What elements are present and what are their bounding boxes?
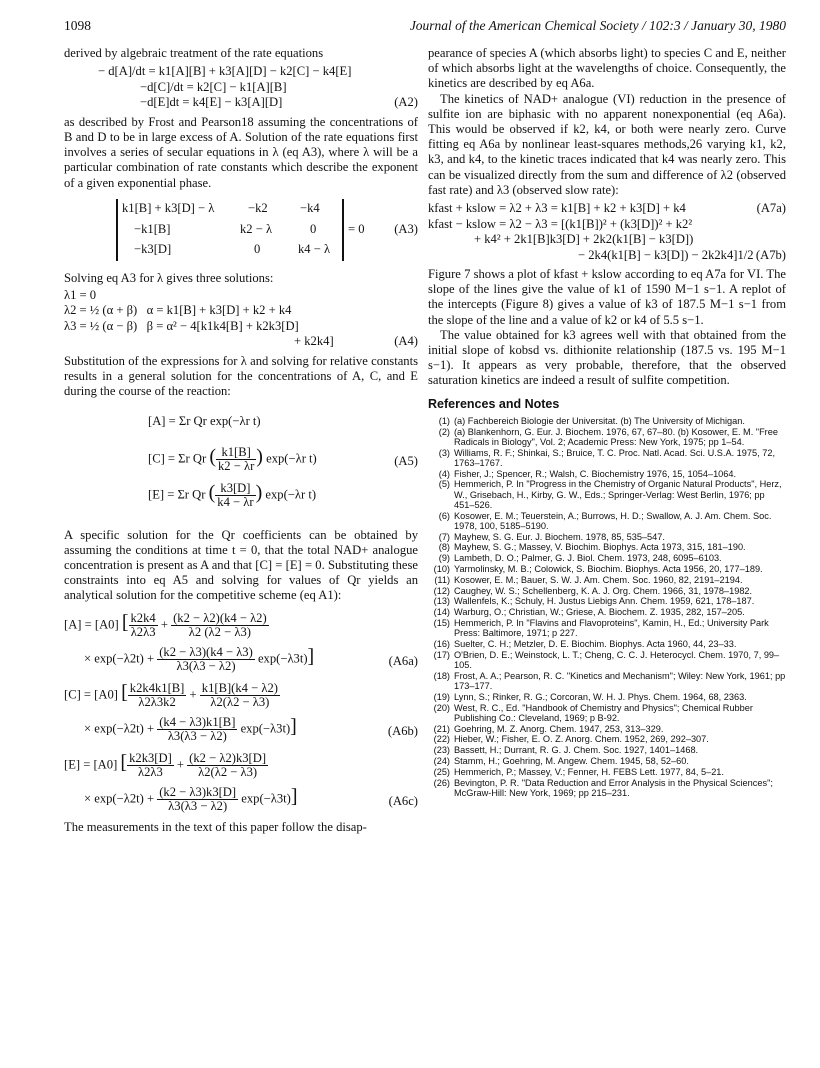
references-heading: References and Notes: [428, 396, 560, 411]
equation-a6a: [A] = [A0] [ $\frac{k2k4}{\lambda 2\lambda 3}$ + $\frac{(k2 - \lambda 2)(k4 - \lambda 2)}{\lambda 2 (\lambda 2 - \lambda 3)}$ × exp(−λ2t) + $\frac{(k2 - \lambda 3)(k4 - \lambda 3)}{\lambda 3(\lambda 3 - \lambda 2)}$ exp(−λ3t)] (A6a): [64, 610, 418, 673]
eq-a5-number: (A5): [394, 453, 418, 468]
eq-a2-line-1: − d[A]/dt = k1[A][B] + k3[A][D] − k2[C] − k4[E]: [98, 64, 352, 79]
eq-a6a-den-3: λ3(λ3 − λ2): [176, 658, 236, 673]
reference-item: [428, 756, 786, 766]
reference-item: [428, 448, 786, 468]
paragraph-final: The measurements in the text of this paper follow the disap-: [64, 819, 367, 834]
eq-a2-number: (A2): [394, 95, 418, 110]
reference-number: (21): [433, 723, 450, 734]
det-cell: 0: [310, 221, 317, 236]
eq-a6b-num-3: (k4 − λ3)k1[B]: [159, 714, 236, 729]
eq-a6c-num-2: (k2 − λ2)k3[D]: [189, 750, 267, 765]
eq-a7a: kfast + kslow = λ2 + λ3 = k1[B] + k2 + k3[D] + k4: [428, 201, 686, 216]
eq-a4-line: λ1 = 0: [64, 287, 97, 302]
reference-text: O'Brien, D. E.; Weinstock, L. T.; Cheng, C. C. J. Heterocycl. Chem. 1970, 7, 99–105.: [454, 649, 780, 671]
eq-a4-number: (A4): [394, 334, 418, 349]
reference-item: [428, 427, 786, 447]
paragraph-value: The value obtained for k3 agrees well with that obtained from the initial slope of kobsd vs. dithionite relationship (187.5 vs. 195 M−1 s−1). It appears as very probable, therefore, that the observed saturation kinetics are indeed a result of sulfite competition.: [428, 327, 786, 388]
reference-text: Kosower, E. M.; Teuerstein, A.; Burrows, H. D.; Swallow, A. J. Am. Chem. Soc. 1978, 100, 5185–5190.: [454, 510, 772, 531]
det-cell: k1[B] + k3[D] − λ: [122, 200, 215, 215]
reference-number: (2): [438, 426, 450, 437]
references-list: [428, 416, 786, 798]
eq-a4-line: + k2k4]: [294, 334, 334, 349]
eq-a5-A: [A] = Σr Qr exp(−λr t): [148, 413, 261, 428]
reference-item: [428, 586, 786, 596]
reference-number: (23): [433, 745, 450, 756]
determinant-right-bar: [342, 199, 344, 261]
paragraph-intro: derived by algebraic treatment of the rate equations: [64, 46, 324, 60]
reference-item: [428, 692, 786, 702]
reference-item: [428, 469, 786, 479]
reference-number: (8): [438, 542, 450, 553]
reference-number: (18): [433, 670, 450, 681]
right-column: [428, 46, 786, 799]
reference-number: (20): [433, 702, 450, 713]
equation-a7: [428, 201, 786, 263]
equation-a2: [64, 64, 418, 111]
reference-item: [428, 564, 786, 574]
eq-a5-C: [C] = Σr Qr ( $\frac{k1[B]}{k2 - \lambda r}$ ) exp(−λr t): [148, 444, 317, 473]
det-cell: 0: [254, 241, 261, 256]
reference-item: [428, 650, 786, 670]
eq-a6b-den-1: λ2λ3k2: [138, 694, 176, 709]
eq-a5-C-prefix: [C] = Σr Qr: [148, 450, 207, 465]
reference-text: Fisher, J.; Spencer, R.; Walsh, C. Biochemistry 1976, 15, 1054–1064.: [454, 468, 737, 479]
reference-item: [428, 416, 786, 426]
eq-a6b-den-2: λ2(λ2 − λ3): [210, 694, 270, 709]
reference-text: Hemmerich, P. In "Flavins and Flavoproteins", Kamin, H., Ed.; University Park Press: Baltimore, 1971; p 227.: [454, 618, 769, 639]
paragraph-figure-7: Figure 7 shows a plot of kfast + kslow according to eq A7a for VI. The slope of the lines give the value of k1 of 1590 M−1 s−1. A replot of the intercepts (Figure 8) gives a value of k3 of 187.5 M−1 s−1 from the slope of the line and a value of k2 or k4 of 5.5 s−1.: [428, 267, 786, 327]
eq-a6c-prefix: [E] = [A0]: [64, 756, 118, 771]
reference-text: Suelter, C. H.; Metzler, D. E. Biochim. Biophys. Acta 1960, 44, 23–33.: [454, 639, 737, 650]
eq-a6c-den-2: λ2(λ2 − λ3): [198, 764, 258, 779]
eq-a6a-line2-suffix: exp(−λ3t): [257, 650, 308, 665]
eq-a5-E: [E] = Σr Qr ( $\frac{k3[D]}{k4 - \lambda r}$ ) exp(−λr t): [148, 480, 317, 509]
reference-text: Wallenfels, K.; Schuly, H. Justus Liebigs Ann. Chem. 1959, 621, 178–187.: [454, 596, 755, 607]
det-cell: k2 − λ: [240, 221, 273, 236]
reference-item: [428, 553, 786, 563]
eq-a6a-prefix: [A] = [A0]: [64, 616, 119, 631]
eq-a6b-number: (A6b): [387, 723, 418, 738]
eq-a6c-line2-prefix: × exp(−λ2t) +: [84, 790, 155, 805]
reference-number: (7): [438, 531, 450, 542]
reference-item: [428, 596, 786, 606]
eq-a7b-line-3: − 2k4(k1[B] − k3[D]) − 2k2k4]1/2: [578, 247, 754, 262]
eq-a5-E-numerator: k3[D]: [215, 482, 255, 496]
reference-item: [428, 734, 786, 744]
eq-a6c-number: (A6c): [388, 793, 418, 808]
reference-text: Stamm, H.; Goehring, M. Angew. Chem. 1945, 58, 52–60.: [454, 756, 689, 767]
eq-a6a-den-1: λ2λ3: [130, 624, 156, 639]
reference-number: (17): [433, 649, 450, 660]
reference-item: [428, 511, 786, 531]
det-equals-zero: = 0: [348, 221, 365, 236]
reference-number: (14): [433, 607, 450, 618]
eq-a5-E-prefix: [E] = Σr Qr: [148, 486, 206, 501]
reference-item: [428, 532, 786, 542]
reference-number: (24): [433, 756, 450, 767]
eq-a4-line: λ2 = ½ (α + β) α = k1[B] + k3[D] + k2 + k4: [64, 303, 292, 318]
reference-number: (6): [438, 510, 450, 521]
reference-number: (25): [433, 766, 450, 777]
eq-a6b-num-2: k1[B](k4 − λ2): [201, 680, 278, 695]
reference-text: Goehring, M. Z. Anorg. Chem. 1947, 253, 313–329.: [454, 723, 664, 734]
eq-a2-line-2: −d[C]/dt = k2[C] − k1[A][B]: [140, 79, 287, 94]
paragraph-substitution: Substitution of the expressions for λ and solving for relative constants results in a general solution for the concentrations of A, C, and E during the course of the reaction:: [64, 353, 418, 399]
reference-text: Hieber, W.; Fisher, E. O. Z. Anorg. Chem. 1952, 269, 292–307.: [454, 734, 709, 745]
reference-text: Kosower, E. M.; Bauer, S. W. J. Am. Chem. Soc. 1960, 82, 2191–2194.: [454, 574, 743, 585]
paragraph-solving: Solving eq A3 for λ gives three solutions:: [64, 270, 274, 285]
equation-a6b: [C] = [A0] [ $\frac{k2k4k1[B]}{\lambda 2\lambda 3k2}$ + $\frac{k1[B](k4 - \lambda 2)}{\lambda 2(\lambda 2 - \lambda 3)}$ × exp(−λ2t) + $\frac{(k4 - \lambda 3)k1[B]}{\lambda 3(\lambda 3 - \lambda 2)}$ exp(−λ3t)] (A6b): [64, 680, 418, 743]
determinant-left-bar: [116, 199, 118, 261]
eq-a5-E-suffix: exp(−λr t): [265, 486, 317, 501]
reference-number: (19): [433, 691, 450, 702]
reference-number: (22): [433, 734, 450, 745]
reference-text: West, R. C., Ed. "Handbook of Chemistry and Physics"; Chemical Rubber Publishing Co.: Cleveland, 1969; p B-92.: [454, 702, 753, 723]
reference-item: [428, 703, 786, 723]
reference-number: (26): [433, 777, 450, 788]
eq-a7b-number: (A7b): [755, 247, 786, 262]
reference-text: (a) Blankenhorn, G. Eur. J. Biochem. 1976, 67, 67–80. (b) Kosower, E. M. "Free Radicals in Biology", Vol. 2; Academic Press: New York, 1975; pp 1–54.: [454, 426, 778, 447]
eq-a6a-line2-prefix: × exp(−λ2t) +: [84, 650, 155, 665]
det-cell: k4 − λ: [298, 241, 331, 256]
reference-item: [428, 542, 786, 552]
eq-a6b-den-3: λ3(λ3 − λ2): [167, 728, 227, 743]
eq-a7b-line-2: + k4² + 2k1[B]k3[D] + 2k2(k1[B] − k3[D]): [474, 232, 694, 247]
reference-number: (12): [433, 585, 450, 596]
reference-item: [428, 639, 786, 649]
eq-a6c-den-1: λ2λ3: [138, 764, 163, 779]
reference-number: (9): [438, 553, 450, 564]
equation-a4: [64, 288, 418, 350]
reference-item: [428, 479, 786, 510]
eq-a6b-line2-prefix: × exp(−λ2t) +: [84, 720, 155, 735]
eq-a6a-den-2: λ2 (λ2 − λ3): [188, 624, 251, 639]
eq-a7b-line-1: kfast − kslow = λ2 − λ3 = [(k1[B])² + (k3[D])² + k2²: [428, 216, 693, 231]
paragraph-kinetics: The kinetics of NAD+ analogue (VI) reduction in the presence of sulfite ion are biphasic with no apparent nonexponential (eq A6a). This would be observed if k2, k4, or both were nearly zero. Curve fitting eq A6a by nonlinear least-squares methods,26 varying k1, k2, k3, and k4, to the kinetic traces indicated that k4 was nearly zero. This can be visualized directly from the sum and difference of λ2 (observed fast rate) and λ3 (observed slow rate):: [428, 91, 786, 197]
reference-text: Hemmerich, P. In "Progress in the Chemistry of Organic Natural Products", Herz, W., Grisebach, H., Kirby, G. W., Eds.; Springer-Verlag: West Berlin, 1976; pp 451–526.: [454, 479, 782, 510]
eq-a6a-num-1: k2k4: [130, 610, 156, 625]
reference-item: [428, 745, 786, 755]
reference-item: [428, 724, 786, 734]
eq-a4-line: λ3 = ½ (α − β) β = α² − 4[k1k4[B] + k2k3[D]: [64, 318, 299, 333]
eq-a6b-num-1: k2k4k1[B]: [129, 680, 185, 695]
eq-a5-C-suffix: exp(−λr t): [266, 450, 317, 465]
reference-item: [428, 607, 786, 617]
reference-text: Williams, R. F.; Shinkai, S.; Bruice, T. C. Proc. Natl. Acad. Sci. U.S.A. 1975, 72, 1763–1767.: [454, 447, 775, 468]
eq-a6a-num-2: (k2 − λ2)(k4 − λ2): [173, 610, 267, 625]
det-cell: −k1[B]: [134, 221, 171, 236]
determinant-a3: [64, 199, 418, 261]
eq-a6c-num-1: k2k3[D]: [129, 750, 172, 765]
reference-number: (11): [434, 574, 450, 585]
reference-item: [428, 618, 786, 638]
eq-a5-E-denominator: k4 − λr: [217, 494, 254, 509]
reference-text: Mayhew, S. G.; Massey, V. Biochim. Biophys. Acta 1973, 315, 181–190.: [454, 542, 746, 553]
reference-number: (4): [438, 468, 450, 479]
eq-a6b-prefix: [C] = [A0]: [64, 686, 118, 701]
reference-text: Lynn, S.; Rinker, R. G.; Corcoran, W. H. J. Phys. Chem. 1964, 68, 2363.: [454, 691, 747, 702]
eq-a6c-line2-suffix: exp(−λ3t): [241, 790, 291, 805]
eq-a2-line-3: −d[E]dt = k4[E] − k3[A][D]: [140, 95, 283, 110]
reference-number: (1): [438, 415, 450, 426]
eq-a6a-number: (A6a): [388, 653, 418, 668]
paragraph-continuation: pearance of species A (which absorbs light) to species C and E, neither of which absorbs light at the wavelengths of choice. Consequently, the kinetics are described by eq A6a.: [428, 46, 786, 91]
reference-text: Warburg, O.; Christian, W.; Griese, A. Biochem. Z. 1935, 282, 157–205.: [454, 607, 745, 618]
eq-a6c-num-3: (k2 − λ3)k3[D]: [159, 784, 237, 799]
running-header: [64, 18, 786, 38]
reference-number: (15): [433, 618, 450, 629]
paragraph-specific-solution: A specific solution for the Qr coefficients can be obtained by assuming the conditions at time t = 0, that the total NAD+ analogue concentration is present as A and that [C] = [E] = 0. Substituting these constraints into eq A5 and solving for values of Qr yields an analytical solution for the competitive scheme (eq A1):: [64, 527, 418, 603]
page-number: 1098: [64, 18, 91, 33]
eq-a6c-den-3: λ3(λ3 − λ2): [168, 798, 228, 813]
det-cell: −k3[D]: [134, 241, 172, 256]
reference-text: Bassett, H.; Durrant, R. G. J. Chem. Soc. 1927, 1401–1468.: [454, 745, 699, 756]
reference-text: Caughey, W. S.; Schellenberg, K. A. J. Org. Chem. 1966, 31, 1978–1982.: [454, 585, 753, 596]
det-cell: −k4: [300, 200, 320, 215]
reference-text: Lambeth, D. O.; Palmer, G. J. Biol. Chem. 1973, 248, 6095–6103.: [454, 553, 722, 564]
reference-text: Hemmerich, P.; Massey, V.; Fenner, H. FEBS Lett. 1977, 84, 5–21.: [454, 766, 724, 777]
paragraph-frost-pearson: as described by Frost and Pearson18 assuming the concentrations of B and D to be in large excess of A. Solution of the rate equations first involves a series of secular equations in λ (eq A3), where λ will be a particular combination of rate constants which describe the exponent of a given exponential phase.: [64, 114, 418, 190]
reference-number: (5): [438, 479, 450, 490]
reference-text: Yarmolinsky, M. B.; Colowick, S. Biochim. Biophys. Acta 1956, 20, 177–189.: [454, 564, 763, 575]
eq-a5-C-denominator: k2 − λr: [217, 458, 255, 473]
reference-item: [428, 767, 786, 777]
eq-a5-C-numerator: k1[B]: [216, 446, 256, 460]
eq-a7a-number: (A7a): [756, 201, 786, 216]
reference-item: [428, 778, 786, 798]
reference-text: Mayhew, S. G. Eur. J. Biochem. 1978, 85, 535–547.: [454, 531, 665, 542]
det-cell: −k2: [248, 200, 268, 215]
equation-a6c: [E] = [A0] [ $\frac{k2k3[D]}{\lambda 2\lambda 3}$ + $\frac{(k2 - \lambda 2)k3[D]}{\lambda 2(\lambda 2 - \lambda 3)}$ × exp(−λ2t) + $\frac{(k2 - \lambda 3)k3[D]}{\lambda 3(\lambda 3 - \lambda 2)}$ exp(−λ3t)] (A6c): [64, 750, 418, 813]
eq-a3-number: (A3): [394, 221, 418, 236]
reference-number: (10): [433, 564, 450, 575]
reference-text: (a) Fachbereich Biologie der Universitat. (b) The University of Michigan.: [454, 415, 745, 426]
reference-text: Frost, A. A.; Pearson, R. C. "Kinetics and Mechanism"; Wiley: New York, 1961; pp 173–177.: [454, 670, 786, 692]
reference-number: (3): [438, 447, 450, 458]
equation-a5: [64, 410, 418, 520]
reference-item: [428, 671, 786, 691]
left-column: [64, 46, 418, 835]
reference-text: Bevington, P. R. "Data Reduction and Error Analysis in the Physical Sciences"; McGraw-Hill: New York, 1969; pp 215–231.: [454, 777, 773, 798]
eq-a6b-line2-suffix: exp(−λ3t): [240, 720, 291, 735]
eq-a6a-num-3: (k2 − λ3)(k4 − λ3): [159, 644, 253, 659]
reference-item: [428, 575, 786, 585]
reference-number: (13): [433, 596, 450, 607]
reference-number: (16): [433, 639, 450, 650]
journal-citation: Journal of the American Chemical Society / 102:3 / January 30, 1980: [409, 18, 786, 33]
